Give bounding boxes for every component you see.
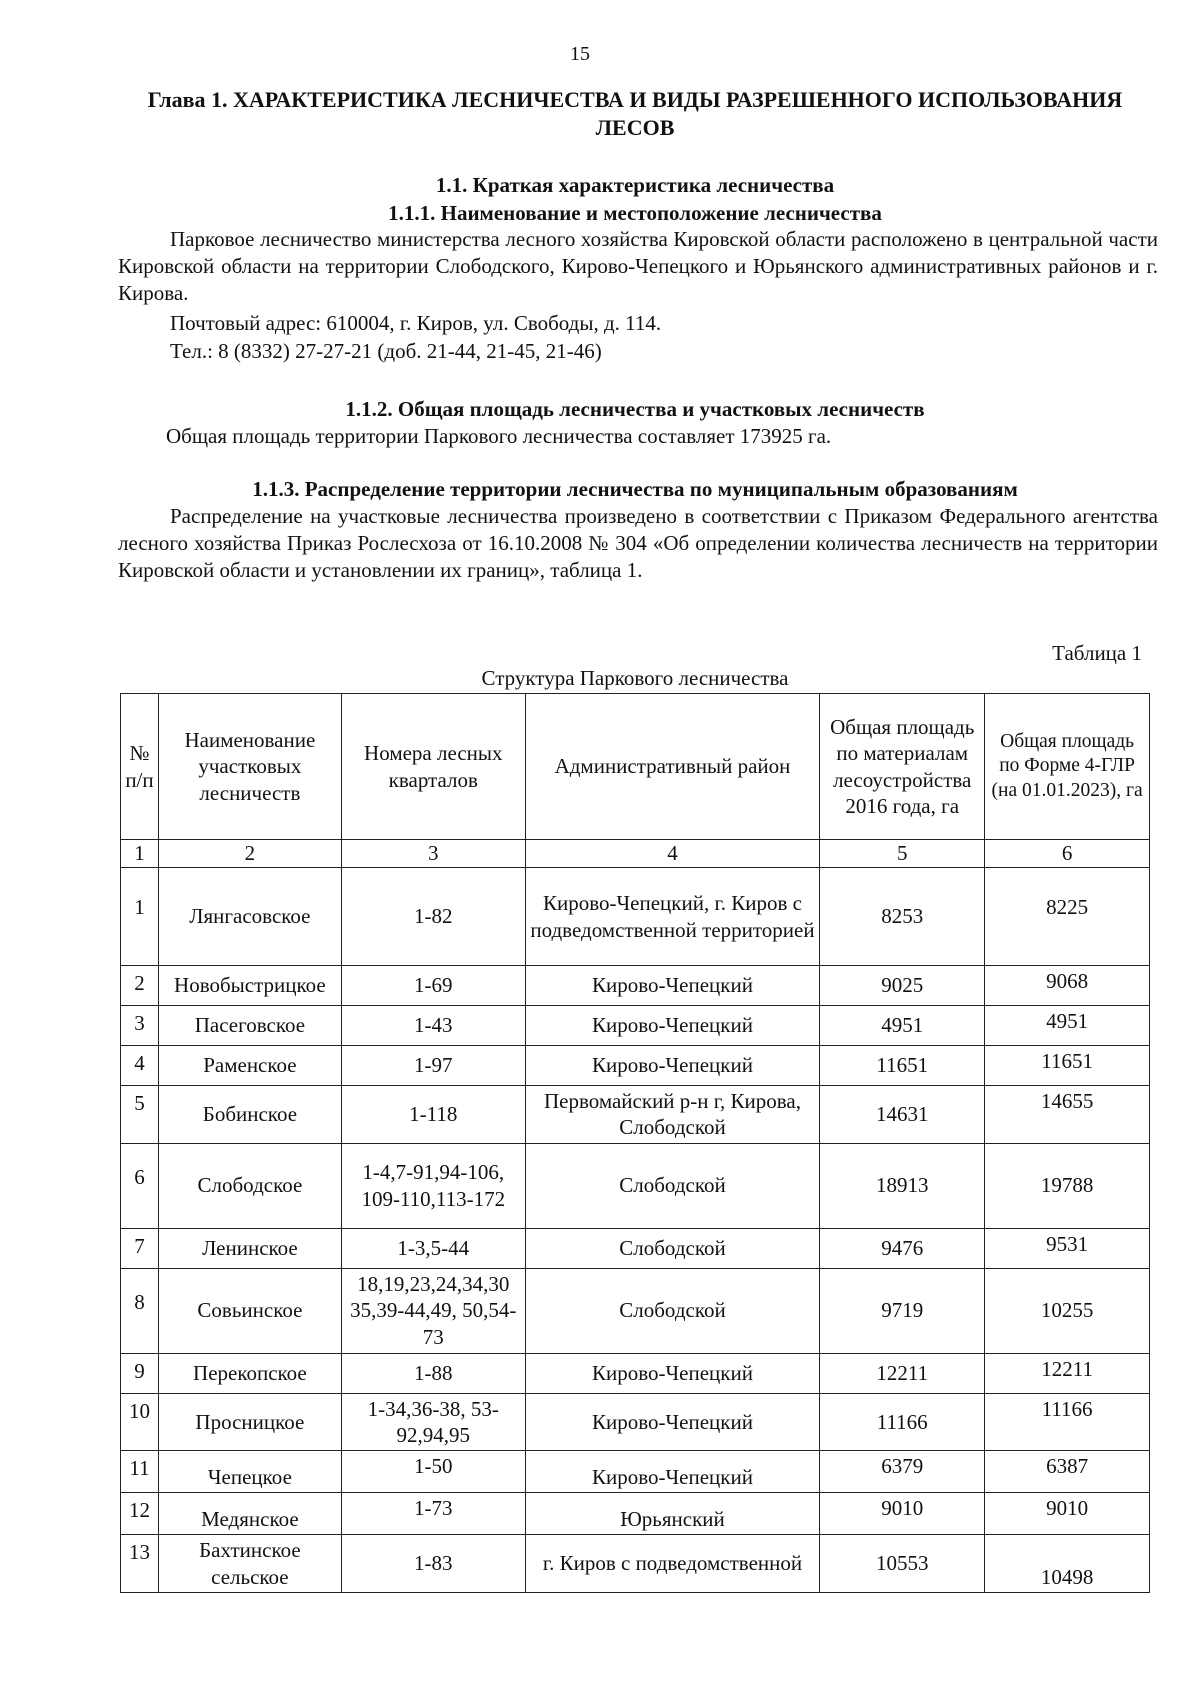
area-2016: 9025 — [820, 966, 985, 1006]
area-2023: 10255 — [985, 1268, 1150, 1353]
row-number: 7 — [121, 1228, 159, 1268]
quarter-numbers: 1-97 — [341, 1046, 525, 1086]
header-area-2016: Общая площадь по материалам лесоустройства 2016 года, га — [820, 694, 985, 840]
table-row — [121, 868, 1150, 966]
header-number: № п/п — [121, 694, 159, 840]
area-2023: 19788 — [985, 1143, 1150, 1228]
section-heading-1-1-2: 1.1.2. Общая площадь лесничества и участковых лесничеств — [345, 397, 925, 421]
forestry-structure-table — [120, 693, 1150, 1593]
quarter-numbers: 1-3,5-44 — [341, 1228, 525, 1268]
area-2016: 14631 — [820, 1086, 985, 1144]
forestry-name: Совьинское — [158, 1268, 341, 1353]
table-row — [121, 1143, 1150, 1228]
table-caption: Структура Паркового лесничества — [481, 666, 789, 690]
area-2023: 11166 — [985, 1393, 1150, 1451]
area-2016: 4951 — [820, 1006, 985, 1046]
forestry-name: Новобыстрицкое — [158, 966, 341, 1006]
table-row — [121, 1228, 1150, 1268]
area-2023: 12211 — [985, 1353, 1150, 1393]
area-2023: 10498 — [985, 1535, 1150, 1593]
postal-address: Почтовый адрес: 610004, г. Киров, ул. Свободы, д. 114. — [170, 311, 662, 335]
district: Кирово-Чепецкий — [525, 1393, 820, 1451]
table-row — [121, 1393, 1150, 1451]
section-heading-1-1-1: 1.1.1. Наименование и местоположение лесничества — [388, 201, 882, 225]
forestry-name: Ленинское — [158, 1228, 341, 1268]
header-district: Административный район — [525, 694, 820, 840]
column-number: 3 — [341, 840, 525, 868]
area-2023: 9010 — [985, 1493, 1150, 1535]
row-number: 13 — [121, 1535, 159, 1593]
district: Слободской — [525, 1143, 820, 1228]
area-2023: 4951 — [985, 1006, 1150, 1046]
forestry-name: Бобинское — [158, 1086, 341, 1144]
row-number: 4 — [121, 1046, 159, 1086]
row-number: 6 — [121, 1143, 159, 1228]
quarter-numbers: 1-43 — [341, 1006, 525, 1046]
phone-number: Тел.: 8 (8332) 27-27-21 (доб. 21-44, 21-45, 21-46) — [170, 339, 602, 363]
column-number: 1 — [121, 840, 159, 868]
table-row — [121, 1353, 1150, 1393]
column-number: 5 — [820, 840, 985, 868]
area-2016: 12211 — [820, 1353, 985, 1393]
row-number: 11 — [121, 1451, 159, 1493]
table-header-row — [121, 694, 1150, 840]
forestry-name: Медянское — [158, 1493, 341, 1535]
intro-paragraph: Парковое лесничество министерства лесного хозяйства Кировской области расположено в центральной части Кировской области на территории Слободского, Кирово-Чепецкого и Юрьянского административных районов и г. Кирова. — [118, 227, 1158, 305]
row-number: 10 — [121, 1393, 159, 1451]
column-number: 2 — [158, 840, 341, 868]
row-number: 2 — [121, 966, 159, 1006]
area-2023: 9068 — [985, 966, 1150, 1006]
forestry-name: Слободское — [158, 1143, 341, 1228]
area-2016: 9010 — [820, 1493, 985, 1535]
row-number: 1 — [121, 868, 159, 966]
row-number: 3 — [121, 1006, 159, 1046]
area-2023: 8225 — [985, 868, 1150, 966]
row-number: 9 — [121, 1353, 159, 1393]
area-2023: 9531 — [985, 1228, 1150, 1268]
area-2016: 11166 — [820, 1393, 985, 1451]
row-number: 12 — [121, 1493, 159, 1535]
area-2016: 18913 — [820, 1143, 985, 1228]
area-2016: 10553 — [820, 1535, 985, 1593]
forestry-name: Перекопское — [158, 1353, 341, 1393]
district: Кирово-Чепецкий — [525, 1353, 820, 1393]
section-heading-1-1: 1.1. Краткая характеристика лесничества — [435, 173, 835, 197]
table-row — [121, 1006, 1150, 1046]
forestry-name: Раменское — [158, 1046, 341, 1086]
area-2016: 6379 — [820, 1451, 985, 1493]
column-number: 4 — [525, 840, 820, 868]
page-number: 15 — [570, 43, 590, 65]
quarter-numbers: 1-88 — [341, 1353, 525, 1393]
table-row — [121, 1268, 1150, 1353]
header-quarters: Номера лесных кварталов — [341, 694, 525, 840]
area-2016: 11651 — [820, 1046, 985, 1086]
quarter-numbers: 1-50 — [341, 1451, 525, 1493]
district: г. Киров с подведомственной — [525, 1535, 820, 1593]
district: Кирово-Чепецкий — [525, 966, 820, 1006]
area-2016: 9476 — [820, 1228, 985, 1268]
district: Кирово-Чепецкий — [525, 1006, 820, 1046]
quarter-numbers: 1-83 — [341, 1535, 525, 1593]
area-2023: 6387 — [985, 1451, 1150, 1493]
table-row — [121, 1535, 1150, 1593]
row-number: 5 — [121, 1086, 159, 1144]
quarter-numbers: 1-4,7-91,94-106, 109-110,113-172 — [341, 1143, 525, 1228]
table-row — [121, 966, 1150, 1006]
distribution-paragraph: Распределение на участковые лесничества произведено в соответствии с Приказом Федерального агентства лесного хозяйства Приказ Рослесхоза от 16.10.2008 № 304 «Об определении количества лесничеств на территории Кировской области и установлении их границ», таблица 1. — [118, 504, 1158, 582]
area-2023: 11651 — [985, 1046, 1150, 1086]
district: Кирово-Чепецкий — [525, 1046, 820, 1086]
column-number: 6 — [985, 840, 1150, 868]
district: Юрьянский — [525, 1493, 820, 1535]
area-paragraph: Общая площадь территории Паркового лесничества составляет 173925 га. — [166, 424, 832, 448]
forestry-name: Лянгасовское — [158, 868, 341, 966]
quarter-numbers: 1-69 — [341, 966, 525, 1006]
chapter-title: Глава 1. ХАРАКТЕРИСТИКА ЛЕСНИЧЕСТВА И ВИДЫ РАЗРЕШЕННОГО ИСПОЛЬЗОВАНИЯ ЛЕСОВ — [147, 87, 1123, 141]
district: Кирово-Чепецкий, г. Киров с подведомственной территорией — [525, 868, 820, 966]
header-name: Наименование участковых лесничеств — [158, 694, 341, 840]
table-row — [121, 1493, 1150, 1535]
table-row — [121, 1046, 1150, 1086]
area-2016: 8253 — [820, 868, 985, 966]
forestry-name: Чепецкое — [158, 1451, 341, 1493]
table-row — [121, 1451, 1150, 1493]
quarter-numbers: 18,19,23,24,34,30 35,39-44,49, 50,54-73 — [341, 1268, 525, 1353]
district: Первомайский р-н г, Кирова, Слободской — [525, 1086, 820, 1144]
district: Слободской — [525, 1228, 820, 1268]
header-area-2023: Общая площадь по Форме 4-ГЛР (на 01.01.2023), га — [985, 694, 1150, 840]
district: Кирово-Чепецкий — [525, 1451, 820, 1493]
forestry-name: Просницкое — [158, 1393, 341, 1451]
quarter-numbers: 1-118 — [341, 1086, 525, 1144]
quarter-numbers: 1-82 — [341, 868, 525, 966]
district: Слободской — [525, 1268, 820, 1353]
forestry-name: Пасеговское — [158, 1006, 341, 1046]
forestry-name: Бахтинское сельское — [158, 1535, 341, 1593]
table-label: Таблица 1 — [1052, 641, 1142, 665]
quarter-numbers: 1-34,36-38, 53-92,94,95 — [341, 1393, 525, 1451]
section-heading-1-1-3: 1.1.3. Распределение территории лесничества по муниципальным образованиям — [252, 477, 1018, 501]
table-row — [121, 1086, 1150, 1144]
row-number: 8 — [121, 1268, 159, 1353]
column-number-row — [121, 840, 1150, 868]
area-2016: 9719 — [820, 1268, 985, 1353]
quarter-numbers: 1-73 — [341, 1493, 525, 1535]
area-2023: 14655 — [985, 1086, 1150, 1144]
